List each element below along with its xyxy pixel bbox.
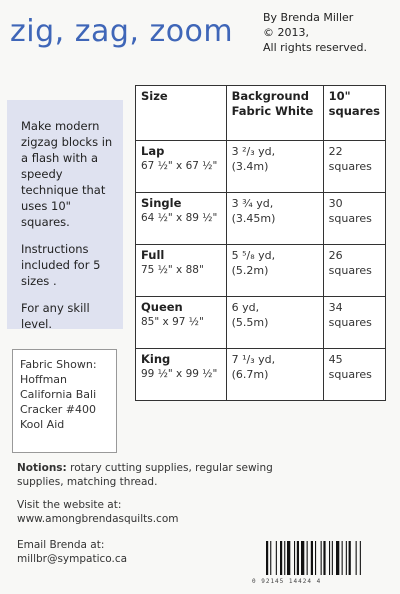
fabric-yardage: 3 ²/₃ yd, — [231, 145, 276, 158]
promo-description: Make modern zigzag blocks in a flash with a speedy technique that uses 10" squares. — [21, 119, 113, 229]
size-dimensions: 75 ½" x 88" — [141, 264, 204, 276]
table-header-row — [136, 86, 386, 141]
fabric-meters: (5.2m) — [231, 264, 269, 277]
square-unit: squares — [328, 160, 372, 173]
byline — [263, 10, 367, 55]
barcode-number: 0 92145 14424 4 — [252, 578, 322, 585]
promo-skill-level: For any skill level. — [21, 301, 90, 331]
email-info — [17, 538, 127, 566]
fabric-color: Kool Aid — [20, 418, 65, 431]
website-info — [17, 498, 178, 526]
table-row — [136, 193, 386, 245]
fabric-yardage: 3 ¾ yd, — [231, 197, 274, 210]
square-count: 26 — [328, 249, 343, 262]
square-unit: squares — [328, 368, 372, 381]
size-name: King — [141, 352, 171, 366]
size-dimensions: 85" x 97 ½" — [141, 316, 204, 328]
fabric-meters: (3.4m) — [231, 160, 269, 173]
square-count: 30 — [328, 197, 343, 210]
size-dimensions: 67 ½" x 67 ½" — [141, 160, 218, 172]
notions-list: rotary cutting supplies, regular sewing supplies, matching thread. — [17, 462, 273, 488]
fabric-yardage: 5 ⁵/₈ yd, — [231, 249, 276, 262]
website-label: Visit the website at: — [17, 499, 122, 511]
square-count: 22 — [328, 145, 343, 158]
fabric-meters: (6.7m) — [231, 368, 269, 381]
table-row — [136, 141, 386, 193]
pattern-title: zig, zag, zoom — [10, 14, 234, 49]
square-unit: squares — [328, 264, 372, 277]
header-background-fabric: Background Fabric White — [226, 86, 323, 141]
fabric-number: Cracker #400 — [20, 403, 96, 416]
size-name: Queen — [141, 300, 183, 314]
size-name: Full — [141, 248, 165, 262]
promo-instructions: Instructions included for 5 sizes . — [21, 242, 101, 288]
fabric-yardage: 6 yd, — [231, 301, 260, 314]
square-count: 45 — [328, 353, 343, 366]
table-row — [136, 245, 386, 297]
fabric-brand: Hoffman — [20, 373, 68, 386]
email-label: Email Brenda at: — [17, 539, 105, 551]
notions-label: Notions: — [17, 462, 67, 474]
fabric-yardage: 7 ¹/₃ yd, — [231, 353, 276, 366]
website-link[interactable]: www.amongbrendasquilts.com — [17, 513, 179, 525]
fabric-meters: (3.45m) — [231, 212, 276, 225]
email-link[interactable]: millbr@sympatico.ca — [17, 553, 128, 565]
table-row — [136, 349, 386, 401]
fabric-label: Fabric Shown: — [20, 358, 97, 371]
size-name: Single — [141, 196, 182, 210]
fabric-shown-box — [12, 349, 117, 453]
size-dimensions: 64 ½" x 89 ½" — [141, 212, 218, 224]
header-squares: 10" squares — [323, 86, 385, 141]
size-name: Lap — [141, 144, 165, 158]
promo-box — [7, 100, 123, 329]
table-row — [136, 297, 386, 349]
square-unit: squares — [328, 212, 372, 225]
fabric-meters: (5.5m) — [231, 316, 269, 329]
author: By Brenda Miller — [263, 11, 354, 24]
copyright-year: © 2013, — [263, 26, 309, 39]
size-table — [135, 85, 386, 401]
square-count: 34 — [328, 301, 343, 314]
header-size: Size — [136, 86, 227, 141]
rights-notice: All rights reserved. — [263, 41, 368, 54]
notions-text — [17, 461, 317, 489]
square-unit: squares — [328, 316, 372, 329]
size-dimensions: 99 ½" x 99 ½" — [141, 368, 218, 380]
fabric-line: California Bali — [20, 388, 97, 401]
